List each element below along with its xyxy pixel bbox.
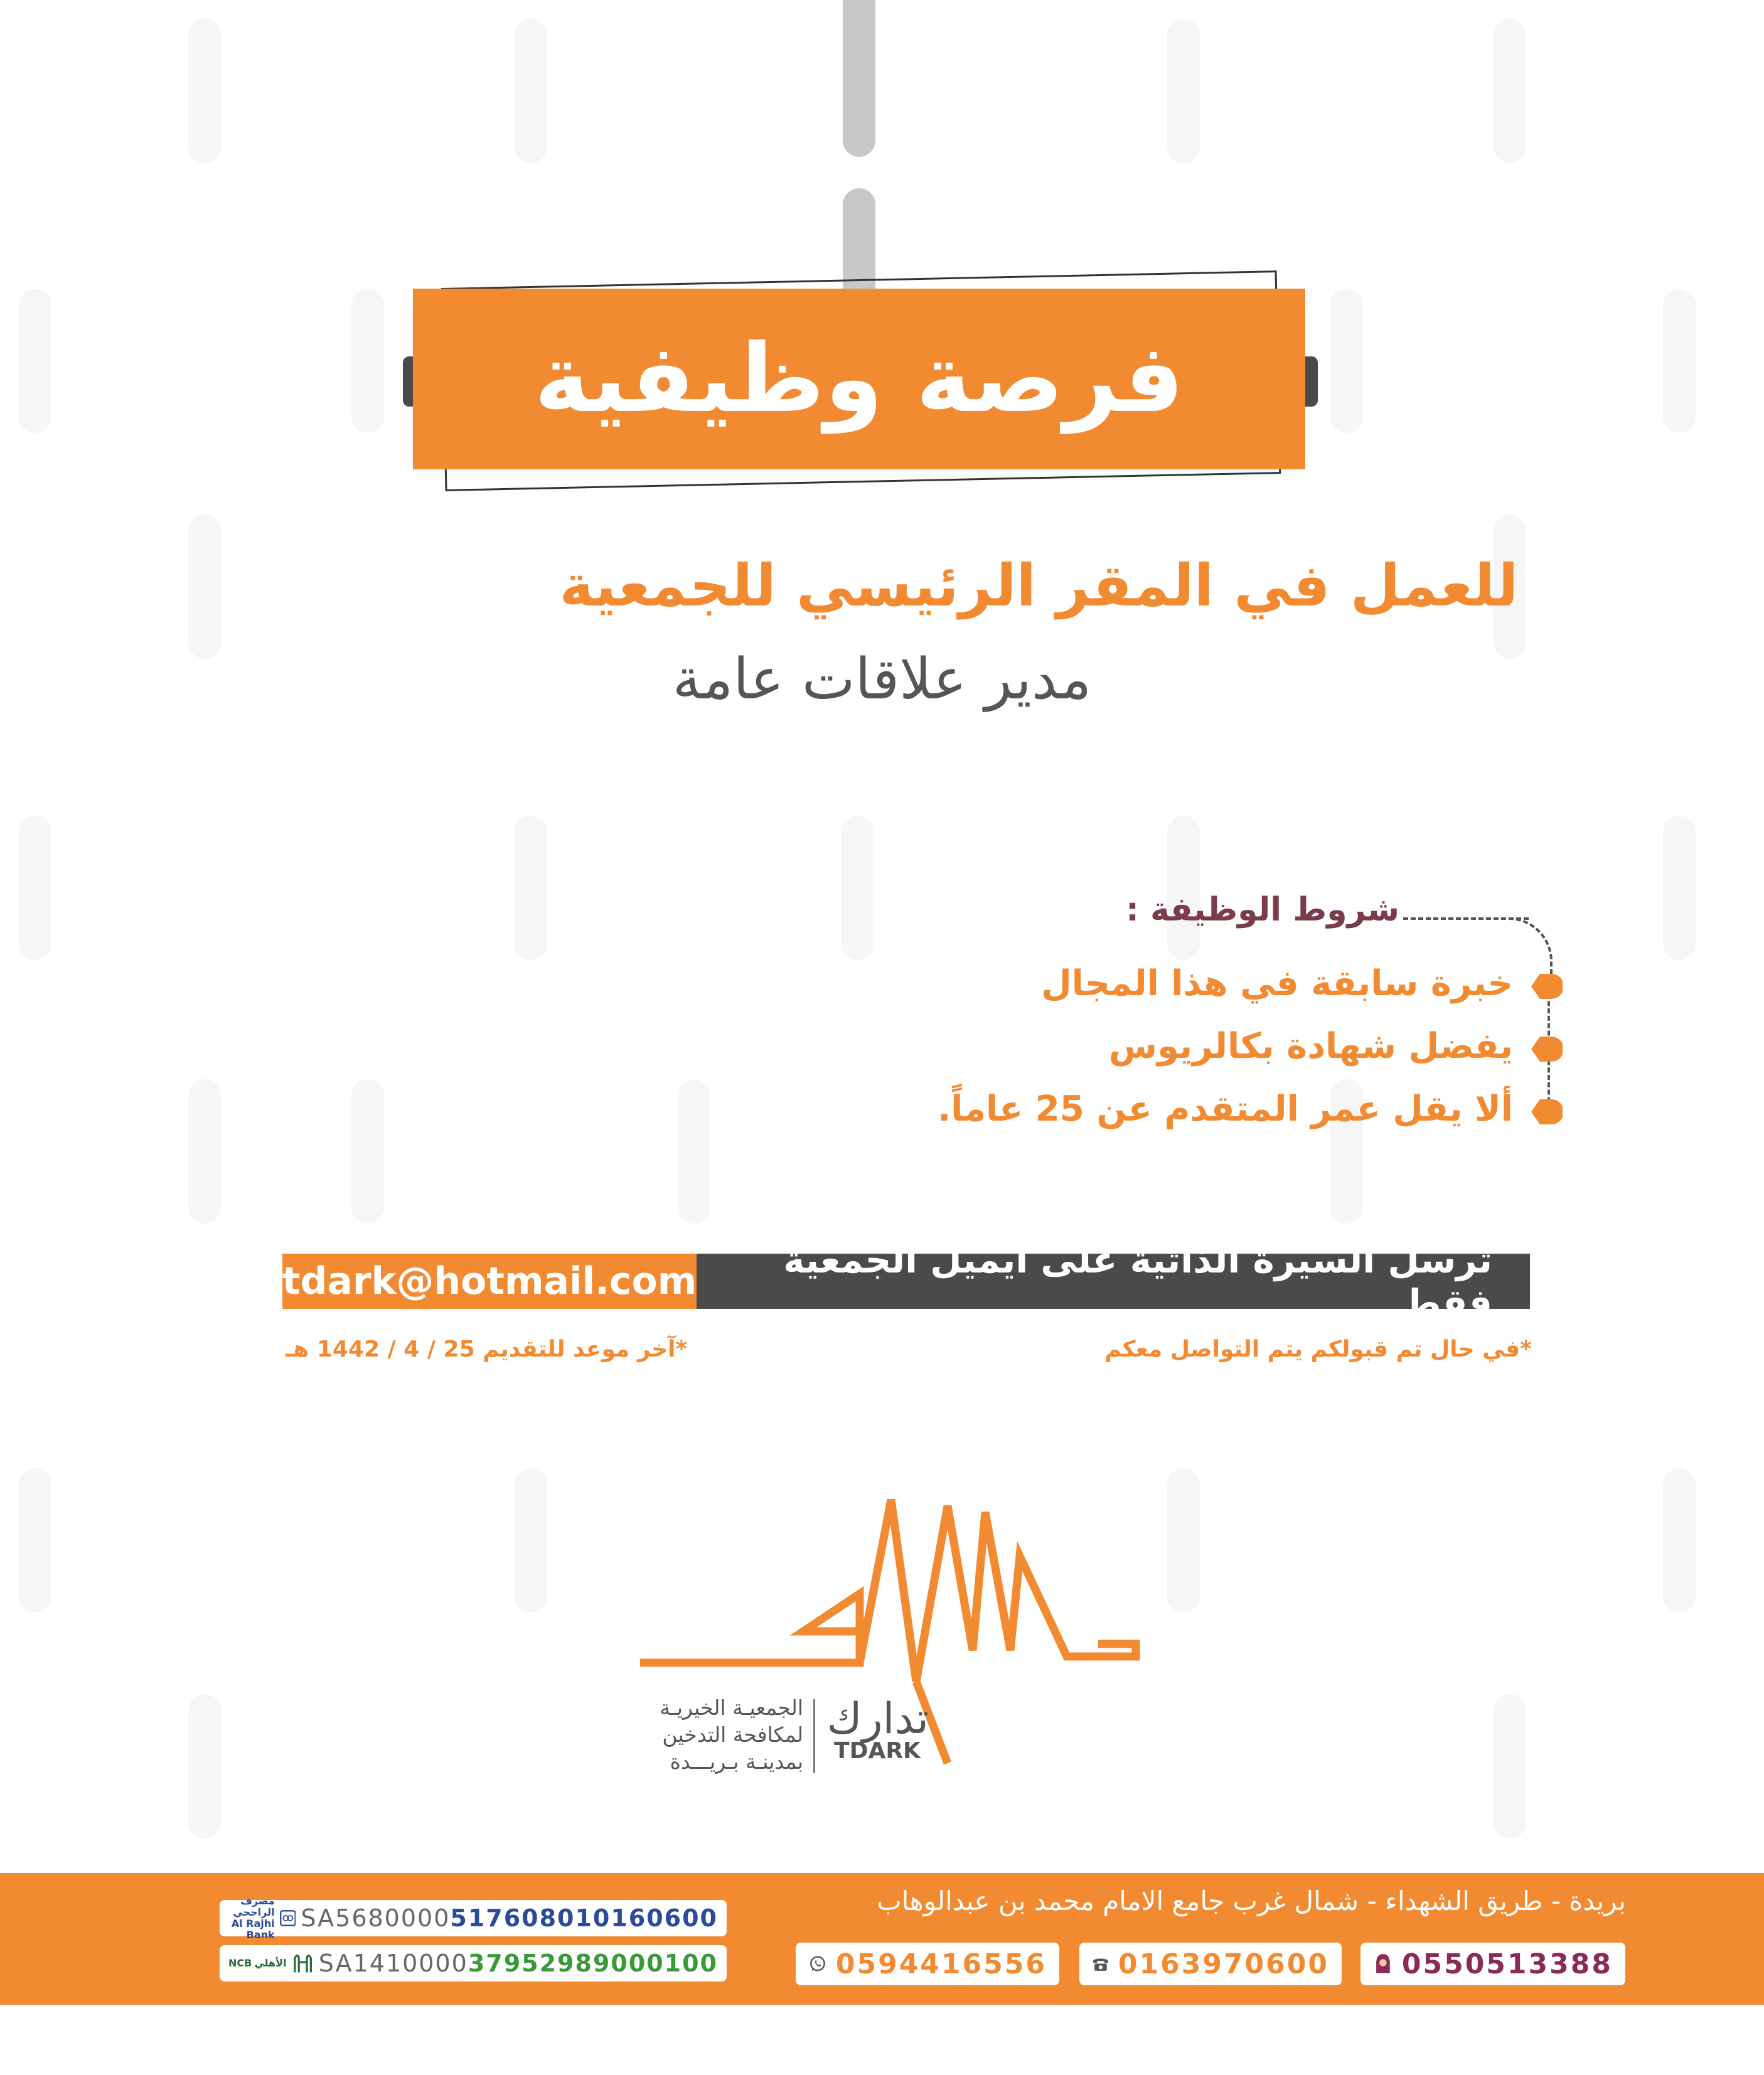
landline-number: 0163970600 xyxy=(1118,1948,1329,1980)
application-bar xyxy=(282,1239,1530,1324)
whatsapp-phone-box[interactable] xyxy=(796,1943,1059,1985)
ncb-iban xyxy=(319,1950,718,1977)
bullet-icon xyxy=(1531,1037,1563,1062)
rajhi-bank-label xyxy=(228,1896,275,1941)
title-banner xyxy=(413,289,1305,469)
page-title: فرصة وظيفية xyxy=(534,324,1184,434)
application-instruction: ترسل السيرة الذاتية على ايميل الجمعية فقط xyxy=(697,1254,1530,1309)
ncb-bank-name-ar: الأهلي xyxy=(254,1957,287,1969)
condition-item-experience: خبرة سابقة في هذا المجال xyxy=(1041,963,1513,1004)
top-divider-bar xyxy=(843,0,875,157)
logo-name-arabic: تدارك xyxy=(826,1694,929,1744)
conditions-title: شروط الوظيفة : xyxy=(1126,891,1399,929)
condition-item-degree: يفضل شهادة بكالريوس xyxy=(1108,1026,1513,1067)
bullet-icon xyxy=(1531,974,1563,999)
rajhi-iban xyxy=(301,1904,718,1932)
ncb-bank-logo-icon xyxy=(292,1950,314,1977)
bank-account-ncb[interactable] xyxy=(220,1945,727,1982)
whatsapp-icon xyxy=(808,1948,827,1980)
ncb-bank-name-en: NCB xyxy=(228,1957,252,1969)
org-line: لمكافحة التدخين xyxy=(662,1722,803,1747)
rajhi-bank-logo-icon xyxy=(280,1904,296,1932)
rajhi-bank-name-en: Al Rajhi Bank xyxy=(231,1918,275,1941)
organization-name xyxy=(615,1694,803,1775)
rajhi-bank-name-ar: مصرف الراجحي xyxy=(233,1895,275,1918)
bank-account-rajhi[interactable] xyxy=(220,1895,727,1941)
contact-note: *في حال تم قبولكم يتم التواصل معكم xyxy=(1104,1336,1532,1362)
ncb-iban-number: 37952989000100 xyxy=(468,1950,718,1977)
logo-divider xyxy=(813,1699,815,1773)
rajhi-iban-prefix: SA5680000 xyxy=(301,1904,451,1932)
job-position-heading: مدير علاقات عامة xyxy=(672,646,1092,712)
address-text: بريدة - طريق الشهداء - شمال غرب جامع الامام محمد بن عبدالوهاب xyxy=(877,1886,1626,1916)
deadline-note: *آخر موعد للتقديم 25 / 4 / 1442 هـ xyxy=(286,1336,688,1362)
org-line: بمدينـة بـريـــدة xyxy=(670,1749,803,1774)
condition-item-age: ألا يقل عمر المتقدم عن 25 عاماً. xyxy=(938,1089,1513,1129)
mobile-number: 0550513388 xyxy=(1401,1948,1613,1980)
mobile-phone-box[interactable] xyxy=(1360,1943,1625,1985)
top-divider-bar xyxy=(843,188,875,289)
female-user-icon xyxy=(1373,1947,1393,1981)
email-link[interactable]: tdark@hotmail.com xyxy=(282,1254,697,1309)
org-line: الجمعيـة الخيريـة xyxy=(660,1695,803,1720)
rajhi-iban-number: 517608010160600 xyxy=(450,1904,718,1932)
whatsapp-number: 0594416556 xyxy=(835,1948,1047,1980)
logo-name-latin: TDARK xyxy=(834,1738,921,1764)
ncb-iban-prefix: SA1410000 xyxy=(318,1950,468,1977)
ncb-bank-label xyxy=(228,1958,287,1969)
telephone-icon xyxy=(1092,1950,1109,1978)
bullet-icon xyxy=(1531,1099,1563,1124)
work-location-heading: للعمل في المقر الرئيسي للجمعية xyxy=(559,552,1519,619)
landline-phone-box[interactable] xyxy=(1079,1943,1342,1985)
